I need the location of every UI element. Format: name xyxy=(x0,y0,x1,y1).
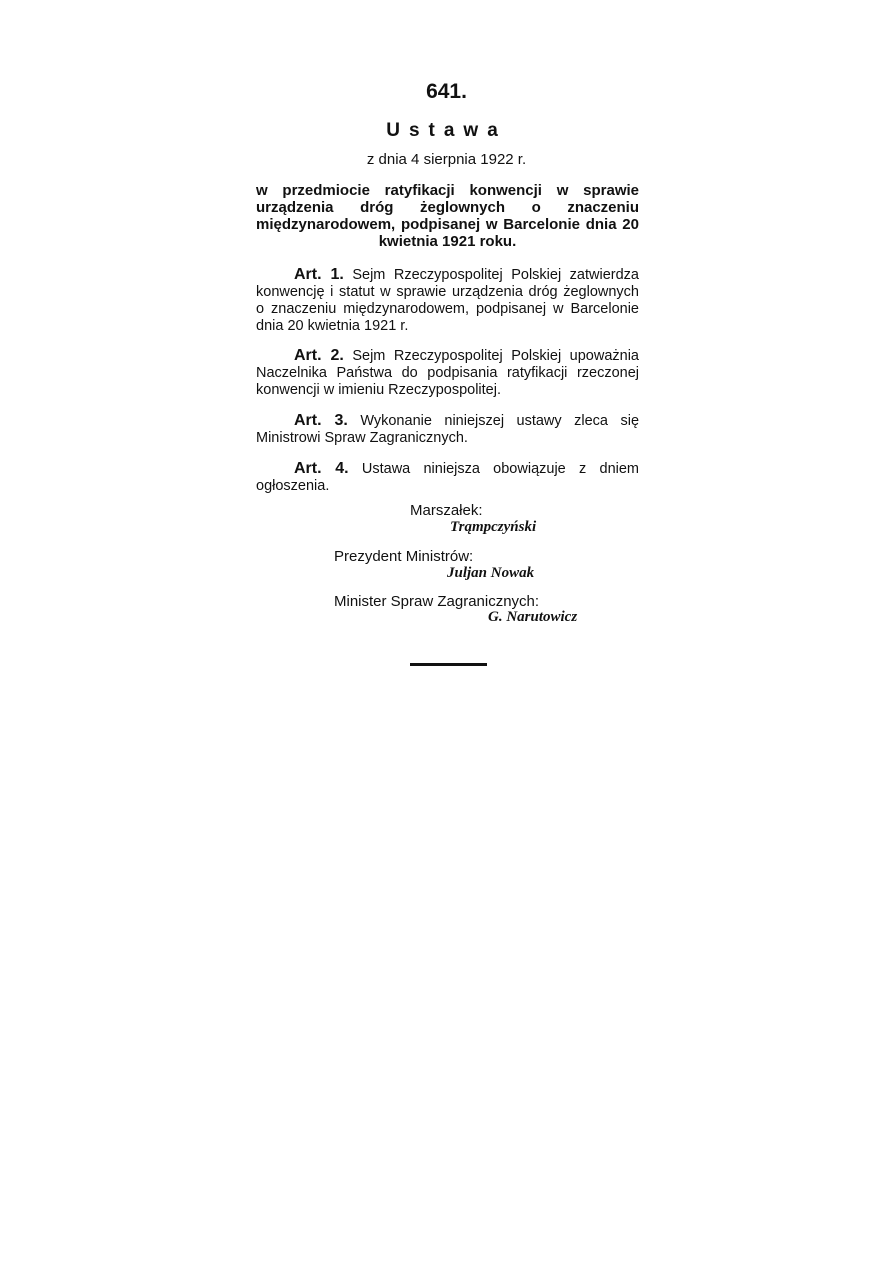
article-text: Wykonanie niniejszej ustawy zleca się Ministrowi Spraw Zagranicznych. xyxy=(256,413,640,446)
article-3 xyxy=(256,412,639,447)
article-text: Ustawa niniejsza obowiązuje z dniem ogłoszenia. xyxy=(256,461,640,494)
article-1 xyxy=(256,266,639,335)
date-line: z dnia 4 sierpnia 1922 r. xyxy=(366,151,527,168)
article-label: Art. 2. xyxy=(294,347,344,364)
closing-rule xyxy=(410,663,487,666)
article-text: Sejm Rzeczypospolitej Polskiej upoważnia Naczelnika Państwa do podpisania ratyfikacji rzeczonej konwencji w imieniu Rzeczypospolitej. xyxy=(256,348,640,398)
article-2 xyxy=(256,347,639,399)
signature-role-prime-minister: Prezydent Ministrów: xyxy=(334,548,474,565)
signature-name-prime-minister: Juljan Nowak xyxy=(447,565,535,581)
document-title: Ustawa xyxy=(386,120,507,141)
signature-role-marszalek: Marszałek: xyxy=(410,502,483,519)
signature-role-foreign-minister: Minister Spraw Zagranicznych: xyxy=(334,593,540,610)
subject-heading: w przedmiocie ratyfikacji konwencji w sprawie urządzenia dróg żeglownych o znaczeniu międzynarodowem, podpisanej w Barcelonie dnia 20 kwietnia 1921 roku. xyxy=(256,182,639,250)
article-label: Art. 1. xyxy=(294,266,344,283)
article-text: Sejm Rzeczypospolitej Polskiej zatwierdza konwencję i statut w sprawie urządzenia dróg żeglownych o znaczeniu międzynarodowem, podpisanej w Barcelonie dnia 20 kwietnia 1921 r. xyxy=(256,267,639,334)
article-label: Art. 3. xyxy=(294,412,348,429)
page-number: 641. xyxy=(426,80,467,103)
signature-name-marszalek: Trąmpczyński xyxy=(450,519,537,535)
signature-name-foreign-minister: G. Narutowicz xyxy=(488,609,578,625)
article-4 xyxy=(256,460,639,495)
article-label: Art. 4. xyxy=(294,460,349,477)
